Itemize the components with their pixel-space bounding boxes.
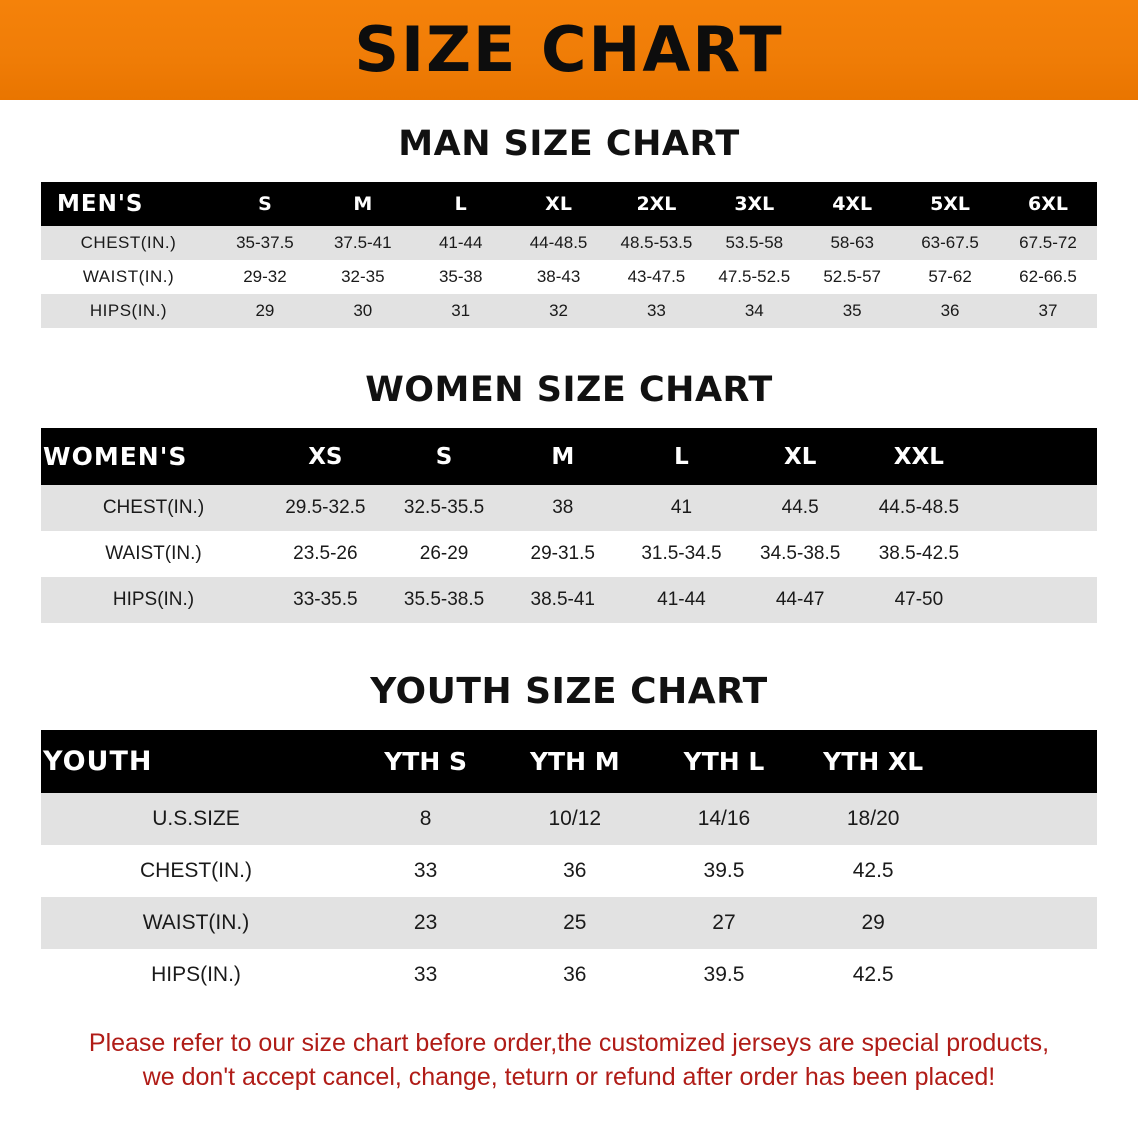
col-header-men: MEN'S [41, 182, 216, 226]
cell: 35-37.5 [216, 226, 314, 260]
cell: 25 [500, 897, 649, 949]
cell: 36 [500, 949, 649, 1001]
col-header-m: M [314, 182, 412, 226]
cell: 35-38 [412, 260, 510, 294]
cell: 44.5 [741, 485, 860, 531]
table-row [41, 793, 1097, 845]
col-header-5xl: 5XL [901, 182, 999, 226]
cell: 29.5-32.5 [266, 485, 385, 531]
youth-section-title: YOUTH SIZE CHART [370, 671, 768, 712]
row-label: WAIST(IN.) [41, 897, 351, 949]
table-row [41, 485, 1097, 531]
cell: 44-48.5 [510, 226, 608, 260]
cell: 23.5-26 [266, 531, 385, 577]
cell: 36 [500, 845, 649, 897]
cell: 42.5 [799, 949, 948, 1001]
col-header-womens: WOMEN'S [41, 428, 266, 485]
cell: 38.5-42.5 [860, 531, 979, 577]
row-label: CHEST(IN.) [41, 226, 216, 260]
cell: 41 [622, 485, 741, 531]
women-table-wrap [41, 428, 1097, 623]
col-header-l: L [622, 428, 741, 485]
cell: 67.5-72 [999, 226, 1097, 260]
cell: 43-47.5 [608, 260, 706, 294]
cell: 31 [412, 294, 510, 328]
cell: 52.5-57 [803, 260, 901, 294]
cell: 29-31.5 [503, 531, 622, 577]
cell: 27 [649, 897, 798, 949]
cell: 47-50 [860, 577, 979, 623]
col-header-empty [948, 730, 1097, 793]
cell: 38-43 [510, 260, 608, 294]
col-header-yth-xl: YTH XL [799, 730, 948, 793]
row-label: HIPS(IN.) [41, 577, 266, 623]
col-header-xl: XL [510, 182, 608, 226]
cell: 34.5-38.5 [741, 531, 860, 577]
cell: 32-35 [314, 260, 412, 294]
col-header-3xl: 3XL [705, 182, 803, 226]
cell: 38.5-41 [503, 577, 622, 623]
women-size-table [41, 428, 1097, 623]
row-label: U.S.SIZE [41, 793, 351, 845]
disclaimer-line-2: we don't accept cancel, change, teturn or refund after order has been placed! [142, 1062, 996, 1091]
col-header-youth: YOUTH [41, 730, 351, 793]
cell: 33-35.5 [266, 577, 385, 623]
cell [978, 485, 1097, 531]
col-header-yth-l: YTH L [649, 730, 798, 793]
cell: 36 [901, 294, 999, 328]
col-header-2xl: 2XL [608, 182, 706, 226]
table-header-row [41, 730, 1097, 793]
cell: 57-62 [901, 260, 999, 294]
cell: 30 [314, 294, 412, 328]
disclaimer-note [36, 1027, 1102, 1095]
col-header-s: S [385, 428, 504, 485]
table-row [41, 294, 1097, 328]
cell: 37 [999, 294, 1097, 328]
man-table-wrap [41, 182, 1097, 328]
cell: 41-44 [622, 577, 741, 623]
cell: 32.5-35.5 [385, 485, 504, 531]
table-row [41, 897, 1097, 949]
cell: 29 [799, 897, 948, 949]
cell: 38 [503, 485, 622, 531]
col-header-m: M [503, 428, 622, 485]
cell: 10/12 [500, 793, 649, 845]
cell: 33 [608, 294, 706, 328]
row-label: HIPS(IN.) [41, 294, 216, 328]
cell: 8 [351, 793, 500, 845]
youth-table-wrap [41, 730, 1097, 1001]
cell: 14/16 [649, 793, 798, 845]
cell: 32 [510, 294, 608, 328]
cell: 62-66.5 [999, 260, 1097, 294]
cell: 58-63 [803, 226, 901, 260]
women-section-title: WOMEN SIZE CHART [365, 370, 773, 410]
row-label: HIPS(IN.) [41, 949, 351, 1001]
man-size-table [41, 182, 1097, 328]
cell [948, 949, 1097, 1001]
table-header-row [41, 428, 1097, 485]
col-header-4xl: 4XL [803, 182, 901, 226]
col-header-6xl: 6XL [999, 182, 1097, 226]
row-label: WAIST(IN.) [41, 260, 216, 294]
cell: 39.5 [649, 949, 798, 1001]
table-row [41, 949, 1097, 1001]
banner [0, 0, 1138, 100]
col-header-xs: XS [266, 428, 385, 485]
cell: 26-29 [385, 531, 504, 577]
cell: 33 [351, 845, 500, 897]
cell: 44-47 [741, 577, 860, 623]
row-label: CHEST(IN.) [41, 485, 266, 531]
cell [948, 793, 1097, 845]
cell: 35 [803, 294, 901, 328]
col-header-l: L [412, 182, 510, 226]
col-header-yth-s: YTH S [351, 730, 500, 793]
cell: 53.5-58 [705, 226, 803, 260]
table-row [41, 531, 1097, 577]
cell: 42.5 [799, 845, 948, 897]
table-row [41, 845, 1097, 897]
table-row [41, 226, 1097, 260]
banner-title: SIZE CHART [354, 13, 784, 86]
col-header-empty [978, 428, 1097, 485]
cell: 29-32 [216, 260, 314, 294]
cell: 18/20 [799, 793, 948, 845]
cell: 48.5-53.5 [608, 226, 706, 260]
cell: 37.5-41 [314, 226, 412, 260]
cell: 31.5-34.5 [622, 531, 741, 577]
row-label: WAIST(IN.) [41, 531, 266, 577]
cell [948, 845, 1097, 897]
cell [948, 897, 1097, 949]
cell: 63-67.5 [901, 226, 999, 260]
cell: 47.5-52.5 [705, 260, 803, 294]
cell [978, 577, 1097, 623]
youth-size-table [41, 730, 1097, 1001]
table-row [41, 577, 1097, 623]
cell: 23 [351, 897, 500, 949]
col-header-yth-m: YTH M [500, 730, 649, 793]
col-header-xl: XL [741, 428, 860, 485]
cell: 35.5-38.5 [385, 577, 504, 623]
cell: 39.5 [649, 845, 798, 897]
table-row [41, 260, 1097, 294]
col-header-xxl: XXL [860, 428, 979, 485]
row-label: CHEST(IN.) [41, 845, 351, 897]
cell: 29 [216, 294, 314, 328]
disclaimer-line-1: Please refer to our size chart before order,the customized jerseys are special products, [88, 1029, 1050, 1057]
cell: 44.5-48.5 [860, 485, 979, 531]
cell: 34 [705, 294, 803, 328]
man-section-title: MAN SIZE CHART [398, 124, 740, 164]
cell: 41-44 [412, 226, 510, 260]
cell [978, 531, 1097, 577]
table-header-row [41, 182, 1097, 226]
cell: 33 [351, 949, 500, 1001]
col-header-s: S [216, 182, 314, 226]
